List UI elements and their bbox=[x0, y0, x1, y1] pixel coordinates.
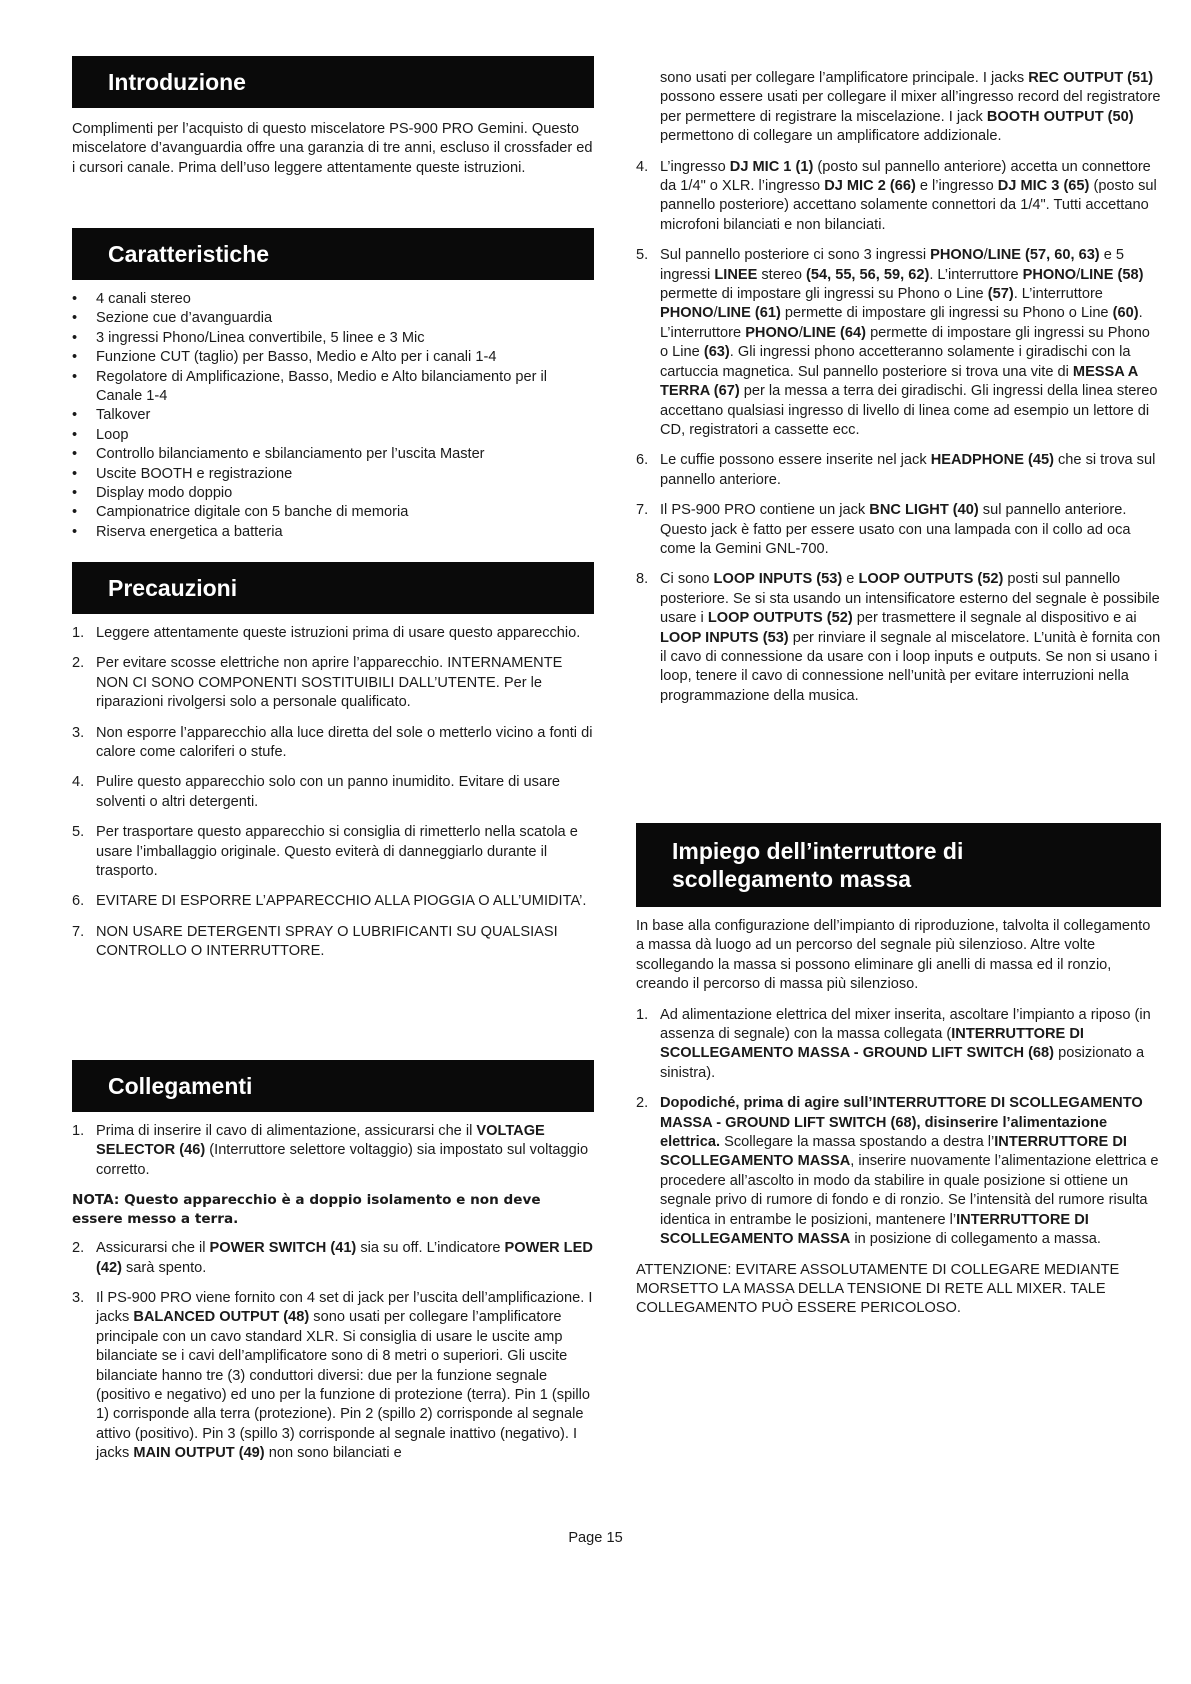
item-number: 6. bbox=[636, 452, 649, 469]
list-item: • Uscite BOOTH e registrazione bbox=[72, 465, 594, 484]
item-text-bold: HEADPHONE (45) bbox=[930, 452, 1054, 469]
section-title: Precauzioni bbox=[72, 562, 594, 614]
item-text: e 5 ingressi bbox=[660, 247, 1125, 283]
section-collegamenti bbox=[72, 1060, 594, 1475]
list-item: • Talkover bbox=[72, 406, 594, 425]
item-text: EVITARE DI ESPORRE L’APPARECCHIO ALLA PIOGGIA O ALL’UMIDITA’. bbox=[96, 893, 587, 910]
item-text: Sul pannello posteriore ci sono 3 ingressi bbox=[660, 247, 931, 264]
section-precauzioni bbox=[72, 562, 594, 973]
item-text-bold: LINE (57, 60, 63) bbox=[987, 247, 1100, 264]
item-text: Ci sono bbox=[660, 571, 714, 588]
item-text-bold: VOLTAGE SELECTOR (46) bbox=[96, 1123, 545, 1159]
connections-list-continued bbox=[72, 1239, 594, 1463]
list-item bbox=[636, 451, 1161, 490]
item-text: . L’interruttore bbox=[929, 266, 1023, 283]
item-text: (Interruttore selettore voltaggio) sia impostato sul voltaggio corretto. bbox=[96, 1142, 589, 1178]
item3-continuation bbox=[636, 69, 1161, 147]
item-text: . L’interruttore bbox=[1013, 286, 1103, 303]
list-item bbox=[636, 158, 1161, 236]
list-item: • 4 canali stereo bbox=[72, 290, 594, 309]
item-text: che si trova sul pannello anteriore. bbox=[660, 452, 1156, 488]
item-text: posti sul pannello posteriore. Se si sta usando un intensificatore esterno del segnale è possibile usare i bbox=[660, 571, 1160, 627]
section-title: Caratteristiche bbox=[72, 228, 594, 280]
list-item: • 3 ingressi Phono/Linea convertibile, 5 linee e 3 Mic bbox=[72, 329, 594, 348]
item-text: permettono di collegare un amplificatore addizionale. bbox=[660, 128, 1002, 145]
list-item bbox=[72, 892, 594, 911]
item-text-bold: BALANCED OUTPUT (48) bbox=[133, 1309, 310, 1326]
item-text-bold: LOOP OUTPUTS (52) bbox=[858, 571, 1004, 588]
precautions-list bbox=[72, 624, 594, 962]
item-text: / bbox=[1076, 266, 1081, 283]
item-text-bold: LOOP INPUTS (53) bbox=[713, 571, 843, 588]
item-text-bold: PHONO bbox=[1022, 266, 1077, 283]
item-number: 3. bbox=[72, 1290, 85, 1307]
item-text-bold: (54, 55, 56, 59, 62) bbox=[806, 266, 930, 283]
item-number: 5. bbox=[636, 247, 649, 264]
section-title: Introduzione bbox=[72, 56, 594, 108]
item-text-bold: LINE (61) bbox=[717, 305, 781, 322]
item-text: per la messa a terra dei giradischi. Gli ingressi della linea stereo accettano qualsiasi ingresso di livello di linea come ad esempio un lettore di CD, registratori a cassette ecc. bbox=[660, 383, 1158, 438]
item-text: sul pannello anteriore. Questo jack è fatto per essere usato con una lampada con il collo ad oca come la Gemini GNL-700. bbox=[660, 502, 1131, 557]
item-text-bold: LINE (58) bbox=[1080, 266, 1144, 283]
item-text-bold: INTERRUTTORE DI SCOLLEGAMENTO MASSA - GROUND LIFT SWITCH (68) bbox=[660, 1026, 1084, 1062]
list-item bbox=[636, 1006, 1161, 1084]
item-text: Pulire questo apparecchio solo con un panno inumidito. Evitare di usare solventi o altri detergenti. bbox=[96, 774, 561, 810]
item-text: Le cuffie possono essere inserite nel jack bbox=[660, 452, 931, 469]
section-title: Collegamenti bbox=[72, 1060, 594, 1112]
section-title-line: scollegamento massa bbox=[672, 866, 912, 892]
section-introduzione bbox=[72, 56, 594, 178]
connections-list-right-items bbox=[636, 158, 1161, 707]
features-list bbox=[72, 290, 594, 542]
item-text-bold: REC OUTPUT (51) bbox=[1028, 70, 1154, 86]
item-number: 7. bbox=[636, 502, 649, 519]
item-text: permette di impostare gli ingressi su Phono o Line bbox=[660, 286, 988, 303]
list-item bbox=[72, 773, 594, 812]
page-number: Page 15 bbox=[568, 1530, 623, 1546]
list-item bbox=[636, 246, 1161, 440]
item-text: . L’interruttore bbox=[660, 305, 1143, 341]
item-text-bold: BOOTH OUTPUT (50) bbox=[986, 108, 1134, 125]
item-text-bold: LOOP INPUTS (53) bbox=[660, 629, 789, 646]
item-number: 8. bbox=[636, 571, 649, 588]
item-number: 4. bbox=[72, 774, 85, 791]
item-text: Ad alimentazione elettrica del mixer inserita, ascoltare l’impianto a riposo (in assenza di segnale) con la massa collegata ( bbox=[660, 1006, 1151, 1043]
item-text-bold: PHONO bbox=[930, 247, 984, 264]
item-text: permette di impostare gli ingressi su Phono o Line bbox=[780, 305, 1113, 322]
item-text: stereo bbox=[757, 266, 806, 283]
connections-list-right bbox=[636, 69, 1161, 717]
item-text-bold: MAIN OUTPUT (49) bbox=[133, 1445, 265, 1462]
item-text: Assicurarsi che il bbox=[96, 1240, 210, 1257]
item-text: / bbox=[713, 305, 718, 322]
item-number: 1. bbox=[72, 1123, 85, 1139]
item-text-bold: (63) bbox=[703, 344, 730, 361]
list-item: • Loop bbox=[72, 426, 594, 445]
item-text: , inserire nuovamente l’alimentazione elettrica e procedere all’ascolto in modo da stabilire in quale posizione si ottiene un segnale privo di rumore di fondo e di ronzio. Se l’intensità del rumore risulta identica in entrambe le posizioni, mantenere l’ bbox=[660, 1153, 1159, 1228]
list-item bbox=[72, 923, 594, 962]
item-text-bold: BNC LIGHT (40) bbox=[869, 502, 979, 519]
connections-list bbox=[72, 1122, 594, 1180]
item-text: non sono bilanciati e bbox=[264, 1445, 402, 1462]
section-caratteristiche bbox=[72, 228, 594, 542]
impiego-list bbox=[636, 1006, 1161, 1250]
nota-warning: NOTA: Questo apparecchio è a doppio isolamento e non deve essere messo a terra. bbox=[72, 1192, 541, 1228]
item-text: Leggere attentamente queste istruzioni prima di usare questo apparecchio. bbox=[96, 625, 581, 641]
item-number: 7. bbox=[72, 923, 85, 940]
list-item: • Regolatore di Amplificazione, Basso, Medio e Alto bilanciamento per il Canale 1-4 bbox=[72, 368, 594, 407]
list-item bbox=[72, 724, 594, 763]
list-item: • Campionatrice digitale con 5 banche di memoria bbox=[72, 503, 594, 522]
item-text: Prima di inserire il cavo di alimentazione, assicurarsi che il bbox=[96, 1123, 477, 1139]
item-text: in posizione di collegamento a massa. bbox=[850, 1231, 1101, 1248]
item-text-bold: LOOP OUTPUTS (52) bbox=[707, 610, 853, 627]
item-text: sono usati per collegare l’amplificatore principale con un cavo standard XLR. Si consiglia di usare le uscite amp bilanciate se i cavi dell’amplificatore sono di 8 metri o superiori. Gli uscite bilanciate hanno tre (3) conduttori diversi: due per la funzione segnale (positivo e negativo) ed uno per la funzione di protezione (terra). Pin 1 (spillo 1) corrisponde alla terra (protezione). Pin 2 (spillo 2) corrisponde al segnale attivo (positivo). Pin 3 (spillo 3) corrisponde al segnale inattivo (negativo). I jacks bbox=[96, 1309, 591, 1462]
item-text-bold: INTERRUTTORE DI SCOLLEGAMENTO MASSA bbox=[660, 1134, 1127, 1170]
item-text-bold: Dopodiché, prima di agire sull’INTERRUTTORE DI SCOLLEGAMENTO MASSA - GROUND LIFT SWITCH (68), disinserire l’alimentazione elettrica. bbox=[660, 1095, 1143, 1151]
item-text-bold: LINE (64) bbox=[802, 324, 867, 341]
impiego-intro: In base alla configurazione dell’impianto di riproduzione, talvolta il collegamento a massa dà luogo ad un percorso del segnale più silenzioso. Altre volte scollegando la massa si possono eliminare gli anelli di massa ed il ronzio, creando il percorso di massa più silenzioso. bbox=[636, 918, 1151, 993]
item-text: per trasmettere il segnale al dispositivo e ai bbox=[852, 610, 1137, 627]
section-title bbox=[636, 823, 1161, 907]
intro-paragraph: Complimenti per l’acquisto di questo miscelatore PS-900 PRO Gemini. Questo miscelatore d’avanguardia offre una garanzia di tre anni, escluso il crossfader ed i cursori canale. Prima dell’uso leggere attentamente queste istruzioni. bbox=[72, 121, 593, 176]
item-text-bold: DJ MIC 2 (66) bbox=[824, 178, 916, 195]
item-text: sono usati per collegare l’amplificatore principale. I jacks bbox=[660, 70, 1029, 86]
list-item bbox=[72, 1239, 594, 1278]
item-text: Il PS-900 PRO contiene un jack bbox=[660, 502, 870, 519]
item-text: sarà spento. bbox=[121, 1259, 207, 1276]
item-text: Per evitare scosse elettriche non aprire l’apparecchio. INTERNAMENTE NON CI SONO COMPONENTI SOSTITUIBILI DALL’UTENTE. Per le riparazioni rivolgersi solo a personale qualificato. bbox=[96, 655, 563, 711]
item-text-bold: MESSA A TERRA (67) bbox=[660, 363, 1138, 400]
list-item bbox=[72, 823, 594, 881]
list-item bbox=[72, 654, 594, 712]
list-item: • Display modo doppio bbox=[72, 484, 594, 503]
item-text: L’ingresso bbox=[660, 158, 730, 175]
item-number: 2. bbox=[636, 1095, 649, 1112]
item-text: per rinviare il segnale al miscelatore. L’unità è fornita con il cavo di connessione da usare con i loop inputs e outputs. Se non si usano i loop, tenere il cavo di connessione nell’unità per evitare interruzioni nella programmazione della musica. bbox=[660, 629, 1161, 704]
item-text: e l’ingresso bbox=[915, 178, 998, 195]
item-text: / bbox=[983, 247, 988, 264]
list-item: • Funzione CUT (taglio) per Basso, Medio e Alto per i canali 1-4 bbox=[72, 348, 594, 367]
section-title-line: Impiego dell’interruttore di bbox=[672, 838, 964, 864]
list-item: • Sezione cue d’avanguardia bbox=[72, 309, 594, 328]
item-text: Non esporre l’apparecchio alla luce diretta del sole o metterlo vicino a fonti di calore come caloriferi o stufe. bbox=[96, 724, 593, 761]
item-text-bold: POWER SWITCH (41) bbox=[209, 1240, 357, 1257]
item-number: 4. bbox=[636, 158, 649, 175]
list-item bbox=[72, 1289, 594, 1464]
item-number: 1. bbox=[72, 625, 85, 641]
item-number: 3. bbox=[72, 724, 85, 741]
item-text: NON USARE DETERGENTI SPRAY O LUBRIFICANTI SU QUALSIASI CONTROLLO O INTERRUTTORE. bbox=[96, 923, 558, 960]
item-number: 2. bbox=[72, 655, 85, 672]
list-item bbox=[636, 501, 1161, 559]
list-item: • Controllo bilanciamento e sbilanciamento per l’uscita Master bbox=[72, 445, 594, 464]
item-text-bold: (60) bbox=[1112, 305, 1139, 322]
item-text-bold: PHONO bbox=[745, 324, 799, 341]
item-text-bold: (57) bbox=[987, 286, 1014, 303]
item-text: / bbox=[798, 324, 803, 341]
item-text: (posto sul pannello anteriore) accetta un connettore da 1/4" o XLR. l’ingresso bbox=[660, 158, 1151, 195]
list-item bbox=[72, 624, 594, 643]
list-item bbox=[636, 570, 1161, 706]
item-text-bold: DJ MIC 3 (65) bbox=[997, 178, 1090, 195]
item-text: . Gli ingressi phono accetteranno solamente i giradischi con la cartuccia magnetica. Sul pannello posteriore si trova una vite di bbox=[660, 344, 1131, 380]
item-number: 2. bbox=[72, 1240, 85, 1257]
item-number: 1. bbox=[636, 1006, 649, 1023]
item-text-bold: INTERRUTTORE DI SCOLLEGAMENTO MASSA bbox=[660, 1211, 1089, 1248]
item-text: e bbox=[842, 571, 859, 588]
item-number: 6. bbox=[72, 893, 85, 910]
item-number: 5. bbox=[72, 824, 85, 841]
item-text-bold: DJ MIC 1 (1) bbox=[729, 158, 814, 175]
attenzione-warning: ATTENZIONE: EVITARE ASSOLUTAMENTE DI COLLEGARE MEDIANTE MORSETTO LA MASSA DELLA TENSIONE DI RETE ALL MIXER. TALE COLLEGAMENTO PUÒ ESSERE PERICOLOSO. bbox=[636, 1261, 1120, 1317]
list-item: • Riserva energetica a batteria bbox=[72, 523, 594, 542]
item-text: Scollegare la massa spostando a destra l’ bbox=[720, 1134, 995, 1151]
section-impiego bbox=[636, 823, 1161, 1319]
item-text-bold: LINEE bbox=[714, 266, 758, 283]
item-text: possono essere usati per collegare il mixer all’ingresso record del registratore per permettere di registrare la miscelazione. I jack bbox=[660, 89, 1161, 125]
item-text: (posto sul pannello posteriore) accettano solamente connettori da 1/4". Tutti accettano microfoni bilanciati e non bilanciati. bbox=[660, 178, 1157, 233]
list-item bbox=[636, 1094, 1161, 1249]
item-text: Il PS-900 PRO viene fornito con 4 set di jack per l’uscita dell’amplificazione. I jacks bbox=[96, 1290, 593, 1326]
item-text: sia su off. L’indicatore bbox=[356, 1240, 505, 1257]
list-item bbox=[72, 1122, 594, 1180]
item-text-bold: POWER LED (42) bbox=[96, 1240, 593, 1276]
item-text: posizionato a sinistra). bbox=[660, 1045, 1145, 1081]
item-text: permette di impostare gli ingressi su Phono o Line bbox=[660, 324, 1150, 361]
item-text-bold: PHONO bbox=[660, 305, 714, 322]
item-text: Per trasportare questo apparecchio si consiglia di rimetterlo nella scatola e usare l’imballaggio originale. Questo eviterà di danneggiarlo durante il trasporto. bbox=[96, 824, 578, 880]
